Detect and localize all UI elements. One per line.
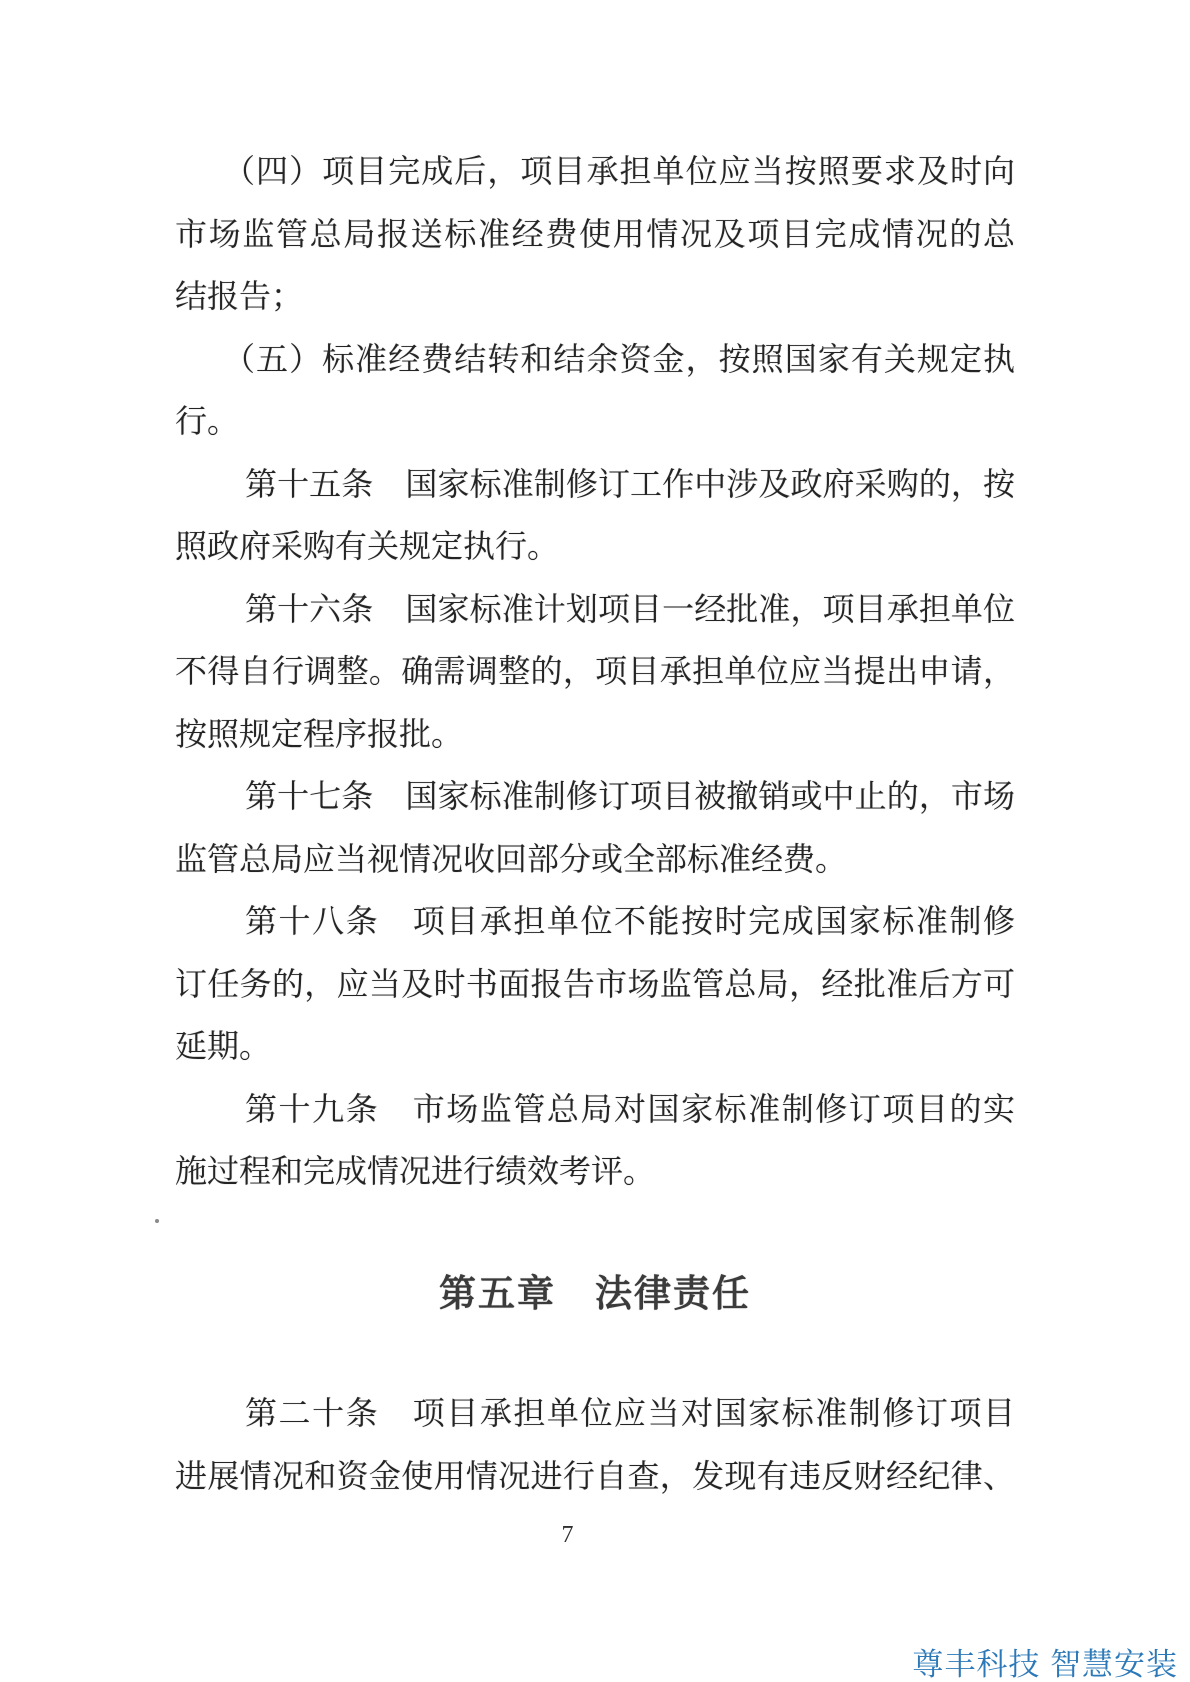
text-line: （五）标准经费结转和结余资金，按照国家有关规定执 bbox=[223, 340, 1015, 377]
text-line: 第十六条 国家标准计划项目一经批准，项目承担单位 bbox=[245, 590, 1015, 627]
page-number: 7 bbox=[561, 1522, 574, 1548]
watermark: 尊丰科技 智慧安装 bbox=[912, 1647, 1178, 1682]
document-body-after-heading bbox=[175, 1382, 1015, 1507]
text-line: 第十九条 市场监管总局对国家标准制修订项目的实 bbox=[245, 1090, 1015, 1127]
text-line: 进展情况和资金使用情况进行自查，发现有违反财经纪律、 bbox=[175, 1457, 1015, 1494]
chapter-heading: 第五章 法律责任 bbox=[439, 1273, 751, 1314]
text-line: 施过程和完成情况进行绩效考评。 bbox=[175, 1153, 656, 1189]
text-line: 订任务的，应当及时书面报告市场监管总局，经批准后方可 bbox=[175, 965, 1015, 1002]
text-line: 不得自行调整。确需调整的，项目承担单位应当提出申请， bbox=[175, 653, 1015, 689]
text-line: 延期。 bbox=[175, 1028, 272, 1064]
scan-artifact-dot bbox=[155, 1219, 159, 1223]
text-line: 市场监管总局报送标准经费使用情况及项目完成情况的总 bbox=[175, 215, 1015, 252]
text-line: 监管总局应当视情况收回部分或全部标准经费。 bbox=[175, 840, 848, 877]
text-line: 结报告； bbox=[175, 278, 304, 314]
text-line: （四）项目完成后，项目承担单位应当按照要求及时向 bbox=[223, 153, 1015, 189]
text-line: 第十七条 国家标准制修订项目被撤销或中止的，市场 bbox=[245, 778, 1015, 814]
text-line: 照政府采购有关规定执行。 bbox=[175, 528, 560, 564]
text-line: 第二十条 项目承担单位应当对国家标准制修订项目 bbox=[245, 1395, 1015, 1431]
text-line: 按照规定程序报批。 bbox=[175, 715, 464, 752]
text-line: 行。 bbox=[175, 403, 240, 439]
text-line: 第十五条 国家标准制修订工作中涉及政府采购的，按 bbox=[245, 465, 1015, 502]
document-body-top bbox=[175, 140, 1015, 1203]
text-line: 第十八条 项目承担单位不能按时完成国家标准制修 bbox=[245, 903, 1015, 939]
